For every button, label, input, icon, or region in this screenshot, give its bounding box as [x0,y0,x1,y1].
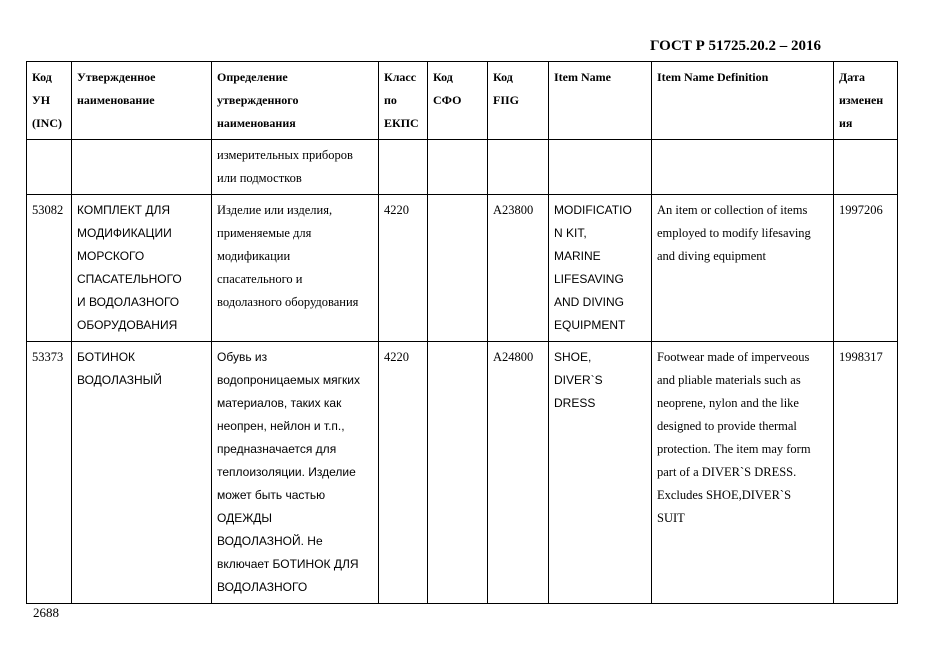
cell-item-name [549,140,652,195]
table-header-row [27,62,898,140]
column-header-item-name: Item Name [549,62,652,140]
column-header-definition: Определение утвержденного наименования [212,62,379,140]
cell-approved-name: КОМПЛЕКТ ДЛЯ МОДИФИКАЦИИ МОРСКОГО СПАСАТЕЛЬНОГО И ВОДОЛАЗНОГО ОБОРУДОВАНИЯ [72,195,212,342]
column-header-item-definition: Item Name Definition [652,62,834,140]
column-header-approved-name: Утвержденное наименование [72,62,212,140]
cell-date: 1998317 [834,342,898,604]
cell-fiig: A24800 [488,342,549,604]
cell-approved-name [72,140,212,195]
column-header-class: Класс по ЕКПС [379,62,428,140]
cell-definition: Обувь из водопроницаемых мягких материалов, таких как неопрен, нейлон и т.п., предназначается для теплоизоляции. Изделие может быть частью ОДЕЖДЫ ВОДОЛАЗНОЙ. Не включает БОТИНОК ДЛЯ ВОДОЛАЗНОГО [212,342,379,604]
cell-definition: Изделие или изделия, применяемые для модификации спасательного и водолазного оборудования [212,195,379,342]
cell-item-name: SHOE, DIVER`S DRESS [549,342,652,604]
cell-sfo [428,140,488,195]
cell-approved-name: БОТИНОК ВОДОЛАЗНЫЙ [72,342,212,604]
cell-sfo [428,195,488,342]
cell-fiig [488,140,549,195]
table-row [27,342,898,604]
cell-date [834,140,898,195]
cell-item-definition: Footwear made of imperveous and pliable materials such as neoprene, nylon and the like designed to provide thermal protection. The item may form part of a DIVER`S DRESS. Excludes SHOE,DIVER`S SUIT [652,342,834,604]
cell-item-definition: An item or collection of items employed to modify lifesaving and diving equipment [652,195,834,342]
cell-class [379,140,428,195]
cell-item-name: MODIFICATIO N KIT, MARINE LIFESAVING AND DIVING EQUIPMENT [549,195,652,342]
cell-fiig: A23800 [488,195,549,342]
cell-definition: измерительных приборов или подмостков [212,140,379,195]
cell-date: 1997206 [834,195,898,342]
cell-inc: 53082 [27,195,72,342]
cell-item-definition [652,140,834,195]
cell-inc [27,140,72,195]
page-number: 2688 [33,605,59,620]
table-row [27,140,898,195]
column-header-date: Дата изменен ия [834,62,898,140]
column-header-fiig: Код FIIG [488,62,549,140]
cell-inc: 53373 [27,342,72,604]
table-row [27,195,898,342]
classification-table [26,61,898,604]
column-header-inc: Код УН (INC) [27,62,72,140]
document-designation: ГОСТ Р 51725.20.2 – 2016 [650,38,822,54]
column-header-sfo: Код СФО [428,62,488,140]
cell-sfo [428,342,488,604]
cell-class: 4220 [379,342,428,604]
cell-class: 4220 [379,195,428,342]
